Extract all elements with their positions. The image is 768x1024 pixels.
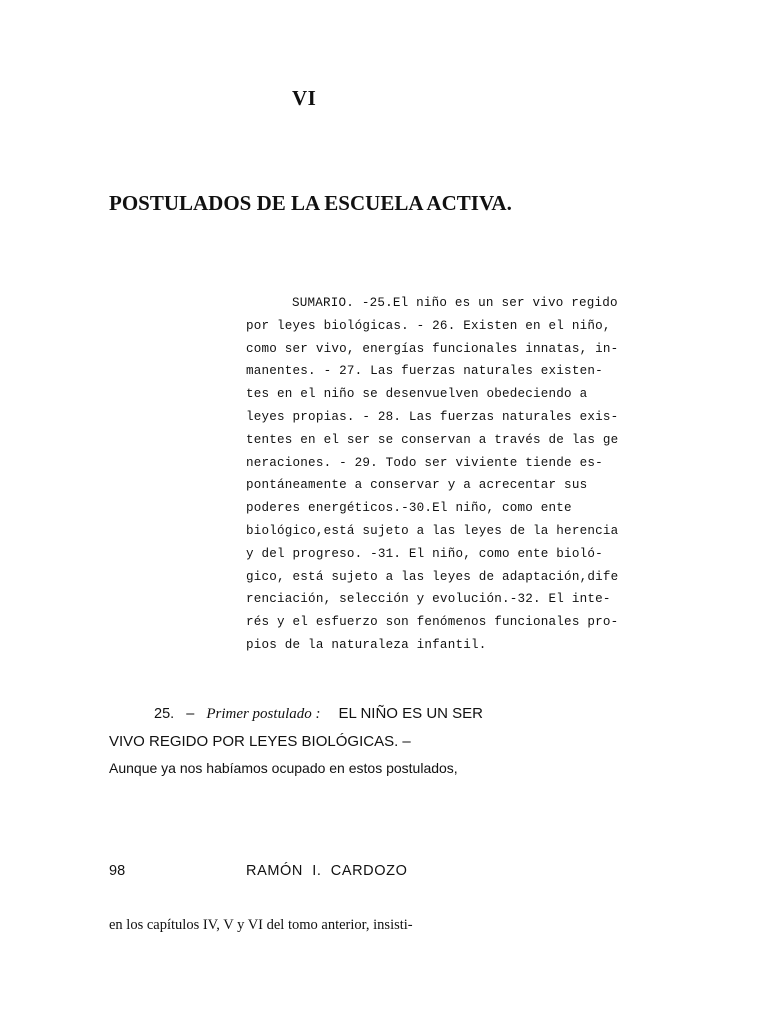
body-text-line: Aunque ya nos habíamos ocupado en estos postulados, <box>109 760 458 776</box>
section-heading-line <box>154 705 483 723</box>
summary-line: y del progreso. -31. El niño, como ente bioló- <box>246 546 603 561</box>
section-label: Primer postulado : <box>206 706 321 722</box>
page-number: 98 <box>109 863 126 879</box>
summary-line: rés y el esfuerzo son fenómenos funcionales pro- <box>246 615 619 630</box>
section-number: 25. <box>154 706 175 722</box>
summary-line: gico, está sujeto a las leyes de adaptación,dife <box>246 569 619 584</box>
chapter-title: POSTULADOS DE LA ESCUELA ACTIVA. <box>109 191 512 215</box>
summary-line: tes en el niño se desenvuelven obedeciendo a <box>246 387 588 402</box>
section-heading-continuation: VIVO REGIDO POR LEYES BIOLÓGICAS. – <box>109 733 411 750</box>
summary-line: pios de la naturaleza infantil. <box>246 637 487 652</box>
summary-line: por leyes biológicas. - 26. Existen en el niño, <box>246 318 611 333</box>
summary-line: poderes energéticos.-30.El niño, como ente <box>246 501 572 516</box>
summary-line: manentes. - 27. Las fuerzas naturales existen- <box>246 364 603 379</box>
summary-line: tentes en el ser se conservan a través de las ge <box>246 432 619 447</box>
chapter-number: VI <box>292 86 317 110</box>
summary-line: como ser vivo, energías funcionales innatas, in- <box>246 341 619 356</box>
summary-line: leyes propias. - 28. Las fuerzas naturales exis- <box>246 409 619 424</box>
section-dash: – <box>186 706 195 722</box>
section-heading-part1: EL NIÑO ES UN SER <box>338 705 483 722</box>
running-header-author: RAMÓN I. CARDOZO <box>246 863 408 879</box>
summary-line: pontáneamente a conservar y a acrecentar sus <box>246 478 588 493</box>
summary-line: SUMARIO. -25.El niño es un ser vivo regido <box>292 296 618 310</box>
chapter-summary <box>246 292 666 657</box>
summary-line: neraciones. - 29. Todo ser viviente tiende es- <box>246 455 603 470</box>
body-text-continuation: en los capítulos IV, V y VI del tomo anterior, insisti- <box>109 917 413 933</box>
summary-line: renciación, selección y evolución.-32. El inte- <box>246 592 611 607</box>
summary-line: biológico,está sujeto a las leyes de la herencia <box>246 523 619 538</box>
